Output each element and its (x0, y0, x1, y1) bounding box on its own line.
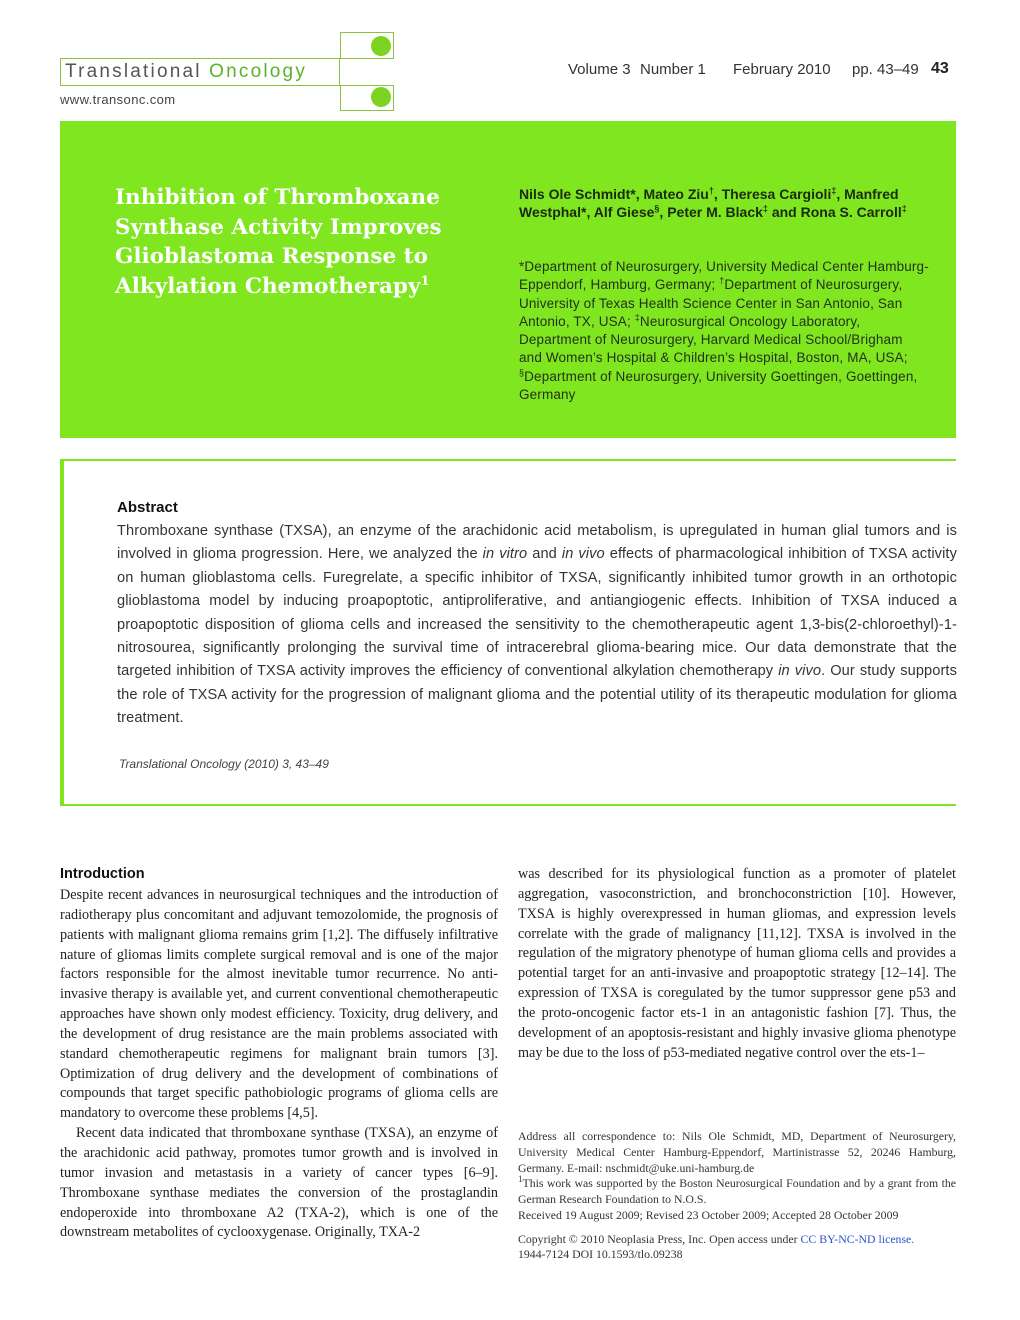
affiliation-mark: ‡ (634, 312, 640, 323)
citation: Translational Oncology (2010) 3, 43–49 (119, 757, 329, 771)
author-mark: § (654, 203, 660, 214)
copyright-block (518, 1232, 956, 1262)
affiliation-text: Department of Neurosurgery, University Goettingen, Goettingen, Germany (519, 368, 918, 403)
affiliation-text: Neurosurgical Oncology Laboratory, Department of Neurosurgery, Harvard Medical School/Brigham and Women’s Hospital & Children’s Hospital, Boston, MA, USA; (519, 313, 908, 366)
logo-dot-top (371, 36, 391, 56)
introduction-heading: Introduction (60, 866, 145, 882)
abstract-segment: in vitro (482, 546, 528, 563)
page-number: 43 (931, 60, 949, 77)
author-name: Rona S. Carroll (800, 204, 902, 220)
issue-date: February 2010 (733, 61, 831, 78)
author-mark: ‡ (901, 203, 907, 214)
body-paragraph: Despite recent advances in neurosurgical techniques and the introduction of radiotherapy plus concomitant and adjuvant temozolomide, the prognosis of patients with malignant glioma remains grim [1,2]. The diffusely infiltrative nature of gliomas limits complete surgical removal and is one of the major factors responsible for the almost inevitable tumor recurrence. No anti-invasive therapy is available yet, and current conventional chemotherapeutic approaches have shown only modest efficiency. Toxicity, drug delivery, and the development of drug resistance are the main problems associated with standard chemotherapeutic regimens for malignant brain tumors [3]. Optimization of drug delivery and the development of combinations of compounds that target specific pathobiologic programs of glioma cells are mandatory to overcome these problems [4,5]. (60, 887, 498, 1122)
journal-name-part1: Translational (65, 61, 202, 82)
issn-doi: 1944-7124 DOI 10.1593/tlo.09238 (518, 1247, 683, 1261)
article-title: Inhibition of Thromboxane Synthase Activity Improves Glioblastoma Response to Alkylation Chemotherapy$^1$ (115, 185, 442, 299)
body-column-left (60, 886, 498, 1243)
author-name: Peter M. Black (667, 204, 763, 220)
abstract-segment: Thromboxane synthase (TXSA), an enzyme of the arachidonic acid metabolism, is upregulated in human glial tumors and is involved in glioma progression. Here, we analyzed the (117, 523, 957, 563)
affiliations (519, 258, 929, 404)
affiliation-mark: § (519, 367, 525, 378)
author-name: Mateo Ziu (643, 186, 709, 202)
abstract-segment: in vivo (778, 663, 822, 680)
author-mark: ‡ (762, 203, 768, 214)
page-range: pp. 43–49 (852, 61, 919, 78)
abstract-heading: Abstract (117, 499, 178, 516)
body-column-right (518, 865, 956, 1063)
abstract-border (60, 459, 64, 806)
issue-number: Number 1 (640, 61, 706, 78)
affiliation-text: Department of Neurosurgery, University of Texas Health Science Center in San Antonio, San Antonio, TX, USA; (519, 277, 903, 329)
affiliation-mark: * (519, 259, 525, 274)
abstract-divider-bottom (60, 804, 956, 806)
abstract-segment: and (527, 546, 562, 563)
affiliation-mark: † (719, 275, 725, 286)
author-mark: * (580, 204, 587, 220)
abstract-segment: . Our study supports the role of TXSA activity for the progression of malignant glioma and the potential utility of its therapeutic modulation for glioma treatment. (117, 663, 957, 727)
author-name: Theresa Cargioli (721, 186, 832, 202)
license-link[interactable]: CC BY-NC-ND license. (800, 1232, 915, 1246)
author-mark: * (630, 186, 636, 202)
received-dates: Received 19 August 2009; Revised 23 October 2009; Accepted 28 October 2009 (518, 1207, 899, 1222)
funding-note: $^1$This work was supported by the Boston Neurosurgical Foundation and by a grant from the German Research Foundation to N.O.S. (518, 1174, 956, 1207)
abstract-segment: in vivo (561, 546, 605, 563)
author-mark: ‡ (831, 185, 837, 196)
author-name: Manfred Westphal (519, 186, 899, 220)
journal-logo (60, 58, 340, 86)
copyright: Copyright © 2010 Neoplasia Press, Inc. (518, 1232, 707, 1246)
author-list: Nils Ole Schmidt*, Mateo Ziu†, Theresa Cargioli‡, Manfred Westphal*, Alf Giese§, Peter M. Black‡ and Rona S. Carroll‡ (519, 185, 907, 220)
author-name: Nils Ole Schmidt (519, 186, 631, 202)
author-name: Alf Giese (593, 204, 655, 220)
abstract-divider-top (60, 459, 956, 461)
open-access: Open access under (709, 1232, 798, 1246)
body-paragraph: was described for its physiological function as a promoter of platelet aggregation, vasoconstriction, and bronchoconstriction [10]. However, TXSA is highly overexpressed in human gliomas, and expression levels correlate with the grade of malignancy [11,12]. TXSA is involved in the regulation of the migratory phenotype of human glioma cells and provides a potential target for an anti-invasive and proapoptotic strategy [12–14]. The expression of TXSA is coregulated by the tumor suppressor gene p53 and the proto-oncogenic factor ets-1 in an antagonistic fashion [7]. Thus, the development of an apoptosis-resistant and highly invasive glioma phenotype may be due to the loss of p53-mediated negative control over the ets-1– (518, 866, 956, 1061)
journal-name-part2: Oncology (209, 61, 308, 82)
title-footnote-mark: 1 (420, 273, 430, 289)
correspondence-note: Address all correspondence to: Nils Ole Schmidt, MD, Department of Neurosurgery, University Medical Center Hamburg-Eppendorf, Martinistrasse 52, 20246 Hamburg, Germany. E-mail: nschmidt@uke.uni-hamburg.de (518, 1129, 956, 1175)
author-mark: † (708, 185, 714, 196)
journal-url[interactable]: www.transonc.com (60, 92, 176, 107)
abstract-segment: effects of pharmacological inhibition of TXSA activity on human glioblastoma cells. Furegrelate, a specific inhibitor of TXSA, significantly inhibited tumor growth in an orthotopic glioblastoma model by inducing proapoptotic, antiproliferative, and antiangiogenic effects. Inhibition of TXSA induced a proapoptotic disposition of glioma cells and increased the sensitivity to the chemotherapeutic agent 1,3-bis(2-chloroethyl)-1-nitrosourea, significantly prolonging the survival time of intracerebral glioma-bearing mice. Our data demonstrate that the targeted inhibition of TXSA activity improves the efficiency of conventional alkylation chemotherapy (117, 546, 957, 680)
footnotes (518, 1129, 956, 1224)
abstract-text (117, 520, 957, 731)
body-paragraph: Recent data indicated that thromboxane synthase (TXSA), an enzyme of the arachidonic acid pathway, promotes tumor growth and is involved in tumor invasion and metastasis in a variety of cancer types [6–9]. Thromboxane synthase mediates the conversion of the prostaglandin endoperoxide into thromboxane A2 (TXA-2), which is one of the downstream metabolites of cyclooxygenase. Originally, TXA-2 (60, 1125, 498, 1241)
affiliation-text: Department of Neurosurgery, University Medical Center Hamburg-Eppendorf, Hamburg, Germany; (519, 259, 929, 293)
volume: Volume 3 (568, 61, 631, 78)
logo-dot-bottom (371, 87, 391, 107)
